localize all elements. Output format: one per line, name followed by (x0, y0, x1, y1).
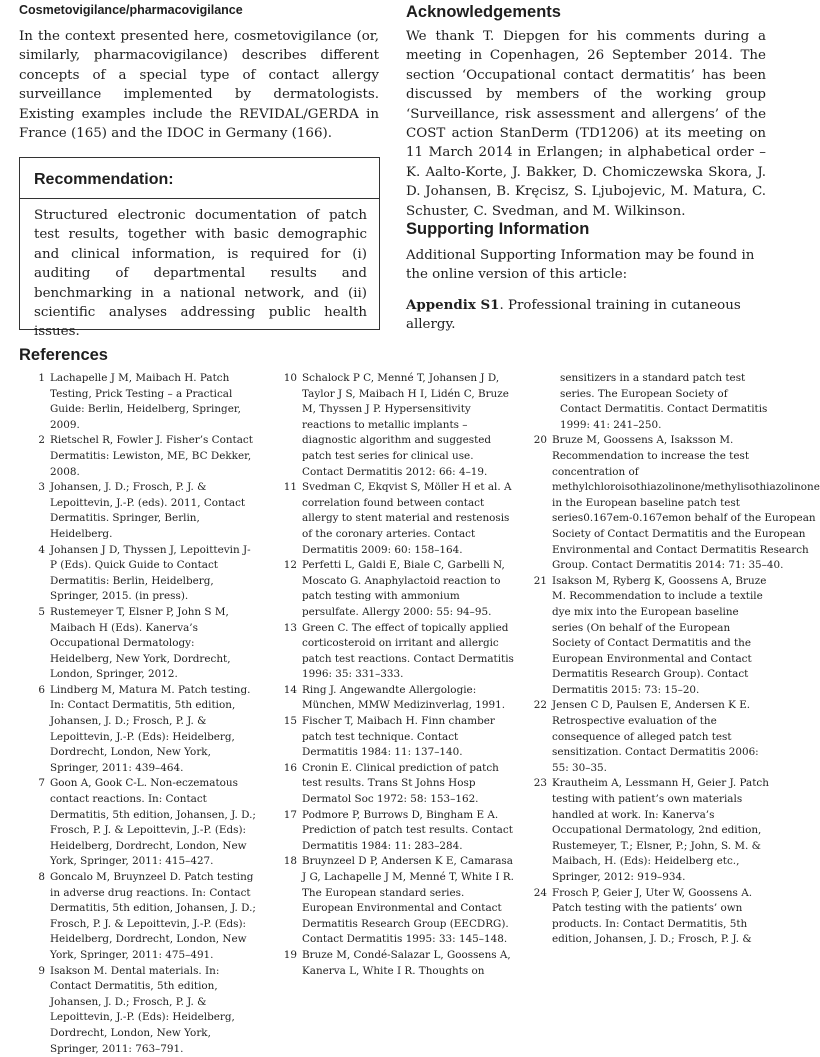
reference-number: 5 (38, 605, 45, 618)
reference-number: 7 (38, 777, 45, 790)
reference-number: 11 (283, 481, 297, 494)
reference-text: Lachapelle J M, Maibach H. Patch Testing, Prick Testing – a Practical Guide: Berlin, Heidelberg, Springer, 2009. (50, 372, 241, 431)
reference-number: 19 (283, 948, 297, 961)
reference-number: 4 (38, 543, 45, 556)
reference-text: Krautheim A, Lessmann H, Geier J. Patch testing with patient’s own materials handled at work. In: Kanerva’s Occupational Dermatology, 2nd edition, Rustemeyer, T.; Elsner, P.; John, S. M. & Maibach, H. (Eds): Heidelberg etc., Springer, 2012: 919–934. (552, 777, 769, 883)
appendix-link[interactable]: Appendix S1 (406, 297, 500, 313)
reference-item (28, 776, 257, 870)
reference-text: Bruynzeel D P, Andersen K E, Camarasa J G, Lachapelle J M, Menné T, White I R. The European standard series. European Environmental and Contact Dermatitis Research Group (EECDRG). Contact Dermatitis 1995: 33: 145–148. (302, 855, 514, 946)
reference-text: Rustemeyer T, Elsner P, John S M, Maibach H (Eds). Kanerva’s Occupational Dermatology: Heidelberg, New York, Dordrecht, London, Springer, 2012. (50, 605, 231, 681)
reference-text: Isakson M. Dental materials. In: Contact Dermatitis, 5th edition, Johansen, J. D.; Frosch, P. J. & Lepoittevin, J.-P. (Eds): Heidelberg, Dordrecht, London, New York, Springer, 2011: 763–791. (50, 964, 235, 1055)
reference-item (28, 605, 257, 683)
reference-text: Fischer T, Maibach H. Finn chamber patch test technique. Contact Dermatitis 1984: 11: 137–140. (302, 715, 495, 759)
reference-item (28, 371, 257, 433)
cosmetovigilance-paragraph: In the context presented here, cosmetovigilance (or, similarly, pharmacovigilance) describes different concepts of a special type of contact allergy surveillance implemented by dermatologists. Existing examples include the REVIDAL/GERDA in France (165) and the IDOC in Germany (166). (19, 29, 379, 142)
reference-number: 14 (283, 683, 297, 696)
reference-text: Goon A, Gook C-L. Non-eczematous contact reactions. In: Contact Dermatitis, 5th edition, Johansen, J. D.; Frosch, P. J. & Lepoittevin, J.-P. (Eds): Heidelberg, Dordrecht, London, New York, Springer, 2011: 415–427. (50, 777, 256, 868)
reference-text: Jensen C D, Paulsen E, Andersen K E. Retrospective evaluation of the consequence of alleged patch test sensitization. Contact Dermatitis 2006: 55: 30–35. (552, 699, 759, 774)
reference-item (280, 621, 516, 683)
references-column-1 (28, 371, 257, 1057)
reference-text: Bruze M, Condé-Salazar L, Goossens A, Kanerva L, White I R. Thoughts on (302, 948, 511, 977)
reference-item (280, 480, 516, 558)
references-heading: References (19, 346, 108, 364)
reference-number: 3 (38, 481, 45, 494)
appendix-description: . Professional training in cutaneous allergy. (406, 298, 741, 333)
reference-item (280, 558, 516, 620)
reference-text: Svedman C, Ekqvist S, Möller H et al. A correlation found between contact allergy to stent material and restenosis of the coronary arteries. Contact Dermatitis 2009: 60: 158–164. (302, 481, 512, 556)
reference-item (530, 776, 770, 885)
reference-item (280, 683, 516, 714)
reference-item (280, 371, 516, 480)
reference-item (28, 543, 257, 605)
acknowledgements-heading: Acknowledgements (406, 3, 561, 21)
reference-text: Rietschel R, Fowler J. Fisher’s Contact Dermatitis: Lewiston, ME, BC Dekker, 2008. (50, 434, 253, 478)
reference-item (280, 808, 516, 855)
reference-number: 8 (38, 871, 45, 883)
reference-number: 17 (283, 808, 297, 821)
reference-item (28, 480, 257, 542)
reference-item (28, 870, 257, 964)
reference-number: 6 (38, 683, 45, 696)
supporting-information-heading: Supporting Information (406, 220, 590, 238)
recommendation-divider (20, 198, 379, 199)
reference-number: 21 (533, 574, 547, 587)
reference-number: 24 (533, 886, 547, 899)
recommendation-title: Recommendation: (34, 171, 174, 188)
reference-number: 20 (533, 434, 547, 447)
acknowledgements-paragraph: We thank T. Diepgen for his comments during a meeting in Copenhagen, 26 September 2014. The section ‘Occupational contact dermatitis’ has been discussed by members of the working group ‘Surveillance, risk assessment and allergens’ of the COST action StanDerm (TD1206) at its meeting on 11 March 2014 in Erlangen; in alphabetical order – K. Aalto-Korte, J. Bakker, D. Chomiczewska Skora, J. D. Johansen, B. Kręcisz, S. Ljubojevic, M. Matura, C. Schuster, C. Svedman, and M. Wilkinson. (406, 29, 766, 219)
reference-text: Isakson M, Ryberg K, Goossens A, Bruze M. Recommendation to include a textile dye mix into the European baseline series (On behalf of the European Society of Contact Dermatitis and the European Environmental and Contact Dermatitis Research Group). Contact Dermatitis 2015: 73: 15–20. (552, 574, 767, 696)
reference-number: 15 (283, 715, 297, 728)
reference-item (28, 964, 257, 1057)
reference-item (280, 761, 516, 808)
reference-text: Green C. The effect of topically applied corticosteroid on irritant and allergic patch test reactions. Contact Dermatitis 1996: 35: 331–333. (302, 621, 514, 681)
reference-item (530, 433, 820, 573)
reference-text: Lindberg M, Matura M. Patch testing. In: Contact Dermatitis, 5th edition, Johansen, J. D.; Frosch, P. J. & Lepoittevin, J.-P. (Eds): Heidelberg, Dordrecht, London, New York, Springer, 2011: 439–464. (50, 683, 251, 774)
reference-text: Goncalo M, Bruynzeel D. Patch testing in adverse drug reactions. In: Contact Dermatitis, 5th edition, Johansen, J. D.; Frosch, P. J. & Lepoittevin, J.-P. (Eds): Heidelberg, Dordrecht, London, New York, Springer, 2011: 475–491. (50, 871, 256, 961)
appendix-entry (406, 296, 776, 335)
reference-number: 22 (533, 699, 547, 712)
reference-text: Johansen, J. D.; Frosch, P. J. & Lepoittevin, J.-P. (eds). 2011, Contact Dermatitis. Springer, Berlin, Heidelberg. (50, 481, 246, 540)
reference-text: Podmore P, Burrows D, Bingham E A. Prediction of patch test results. Contact Dermatitis 1984: 11: 283–284. (302, 808, 513, 852)
reference-number: 18 (283, 855, 297, 868)
reference-item (28, 683, 257, 777)
references-column-3 (530, 371, 820, 948)
reference-text: Johansen J D, Thyssen J, Lepoittevin J-P (Eds). Quick Guide to Contact Dermatitis: Berlin, Heidelberg, Springer, 2015. (in press). (50, 543, 251, 603)
reference-text: Bruze M, Goossens A, Isaksson M. Recommendation to increase the test concentration of methylchloroisothiazolinone/methylisothiazolinone in the European baseline patch test series0.167em-0.167emon behalf of the European Society of Contact Dermatitis and the European Environmental and Contact Dermatitis Research Group. Contact Dermatitis 2014: 71: 35–40. (552, 434, 820, 572)
reference-number: 2 (38, 434, 45, 447)
reference-number: 9 (38, 964, 45, 977)
reference-text: Schalock P C, Menné T, Johansen J D, Taylor J S, Maibach H I, Lidén C, Bruze M, Thyssen J P. Hypersensitivity reactions to metallic implants – diagnostic algorithm and suggested patch test series for clinical use. Contact Dermatitis 2012: 66: 4–19. (302, 372, 509, 478)
reference-number: 12 (283, 559, 297, 572)
reference-text: Ring J. Angewandte Allergologie: München, MMW Medizinverlag, 1991. (302, 683, 506, 712)
references-column-2 (280, 371, 516, 979)
reference-item (280, 854, 516, 948)
reference-item (28, 433, 257, 480)
reference-item (530, 574, 770, 699)
reference-item (280, 948, 516, 979)
reference-number: 10 (283, 372, 297, 384)
reference-number: 13 (283, 621, 297, 634)
reference-text: Perfetti L, Galdi E, Biale C, Garbelli N, Moscato G. Anaphylactoid reaction to patch testing with ammonium persulfate. Allergy 2000: 55: 94–95. (302, 559, 505, 618)
reference-number: 1 (38, 372, 45, 384)
supporting-information-paragraph: Additional Supporting Information may be found in the online version of this article: (406, 248, 755, 283)
reference-number: 16 (283, 761, 297, 774)
recommendation-box (19, 157, 380, 340)
reference-item (530, 698, 770, 776)
reference-text: Frosch P, Geier J, Uter W, Goossens A. Patch testing with the patients’ own products. In: Contact Dermatitis, 5th edition, Johansen, J. D.; Frosch, P. J. & (552, 886, 753, 946)
reference-item (280, 714, 516, 761)
reference-continuation: sensitizers in a standard patch test series. The European Society of Contact Dermatitis. Contact Dermatitis 1999: 41: 241–250. (560, 372, 768, 431)
reference-item (530, 886, 770, 948)
cosmetovigilance-heading: Cosmetovigilance/pharmacovigilance (19, 3, 243, 17)
reference-number: 23 (533, 777, 547, 790)
reference-text: Cronin E. Clinical prediction of patch test results. Trans St Johns Hosp Dermatol Soc 1972: 58: 153–162. (302, 761, 499, 806)
recommendation-paragraph: Structured electronic documentation of patch test results, together with basic demographic and clinical information, is required for (i) auditing of departmental results and benchmarking in a national network, and (ii) scientific analyses addressing public health issues. (34, 208, 367, 340)
